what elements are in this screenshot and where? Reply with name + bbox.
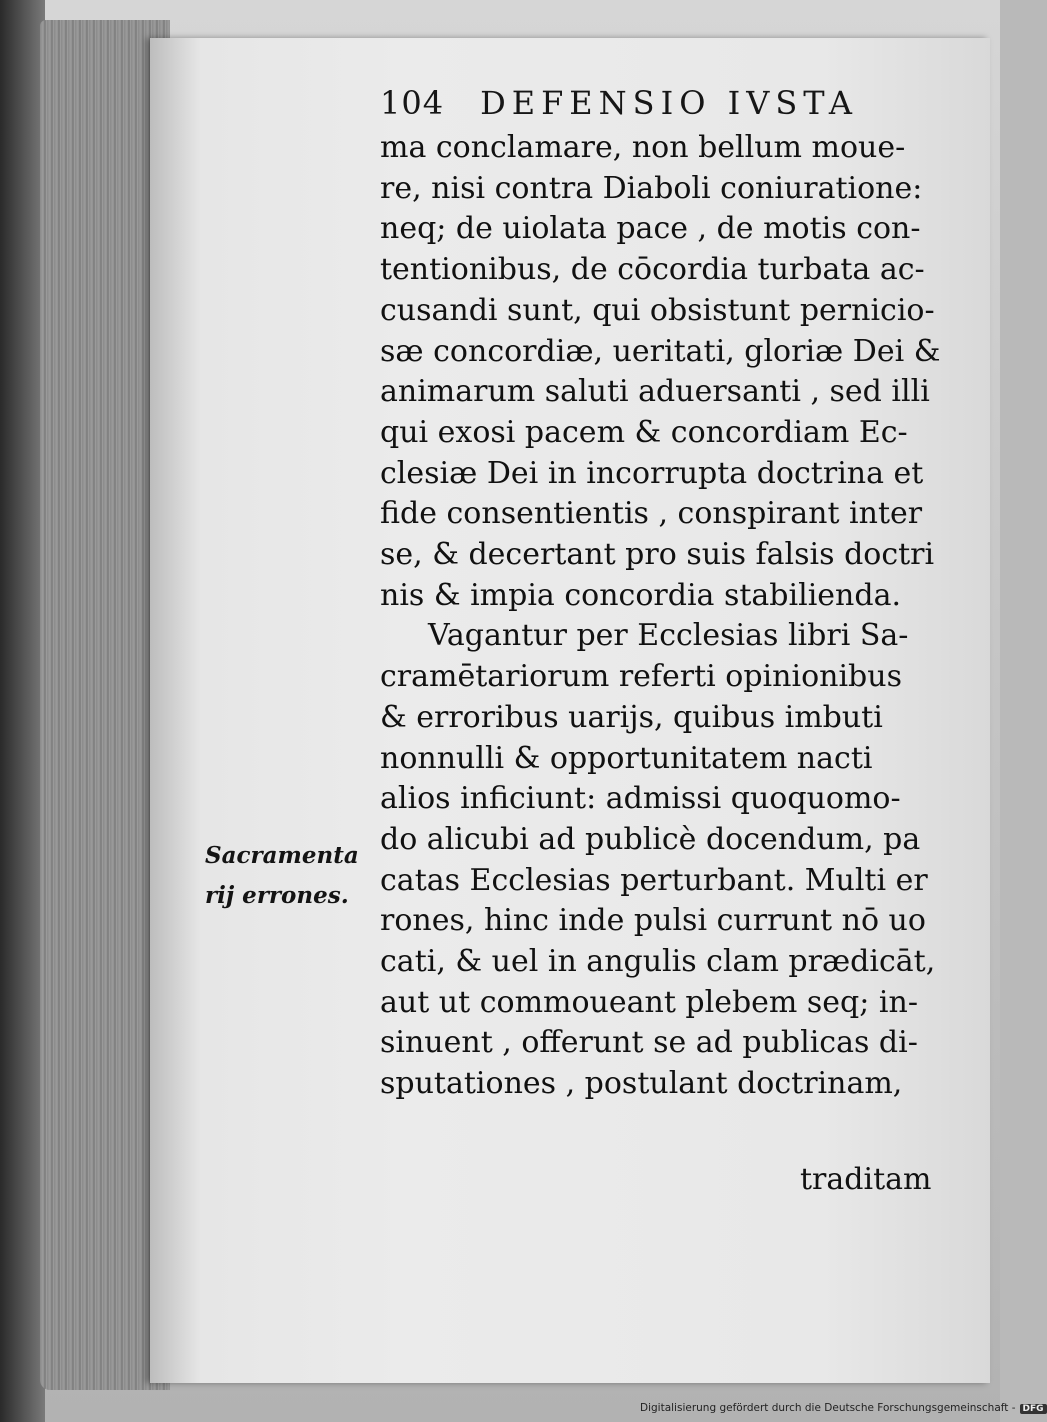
text-line: alios inficiunt: admissi quoquomo- [380,781,901,817]
text-line: sæ concordiæ, ueritati, gloriæ Dei & [380,333,941,369]
paragraph-start-line: Vagantur per Ecclesias libri Sa- [428,618,909,654]
text-line: se, & decertant pro suis falsis doctri [380,537,935,573]
text-line: nis & impia concordia stabilienda. [380,577,901,613]
running-title: DEFENSIO IVSTA [480,84,858,122]
footer-text: Digitalisierung gefördert durch die Deutsche Forschungsgemeinschaft - [640,1402,1016,1414]
text-line: tentionibus, de cōcordia turbata ac- [380,252,925,288]
running-head [380,84,960,122]
text-line: qui exosi pacem & concordiam Ec- [380,414,908,450]
marginal-note-line: Sacramenta [205,842,359,869]
main-text-block [380,128,965,1105]
text-line: clesiæ Dei in incorrupta doctrina et [380,455,924,491]
digitization-footer [640,1402,1044,1414]
text-line: rones, hinc inde pulsi currunt nō uo [380,903,926,939]
text-line: cramētariorum referti opinionibus [380,659,902,695]
text-line: aut ut commoueant plebem seq; in- [380,984,918,1020]
text-line: re, nisi contra Diaboli coniuratione: [380,170,923,206]
text-line: cusandi sunt, qui obsistunt pernicio- [380,292,935,328]
text-line: do alicubi ad publicè docendum, pa [380,821,921,857]
text-line: fide consentientis , conspirant inter [380,496,923,532]
catchword: traditam [800,1162,932,1197]
text-line: neq; de uiolata pace , de motis con- [380,211,921,247]
text-line: nonnulli & opportunitatem nacti [380,740,873,776]
text-line: animarum saluti aduersanti , sed illi [380,374,930,410]
page-number: 104 [380,84,445,122]
book-spine-shadow [0,0,45,1422]
marginal-note-line: rij errones. [205,882,349,909]
dfg-logo: DFG [1020,1404,1047,1414]
text-line: cati, & uel in angulis clam prædicāt, [380,944,936,980]
text-line: catas Ecclesias perturbant. Multi er [380,862,928,898]
text-line: ma conclamare, non bellum moue- [380,130,906,165]
text-line: sinuent , offerunt se ad publicas di- [380,1025,918,1061]
marginal-note [205,836,359,916]
text-line: & erroribus uarijs, quibus imbuti [380,699,883,735]
text-line: sputationes , postulant doctrinam, [380,1066,903,1102]
